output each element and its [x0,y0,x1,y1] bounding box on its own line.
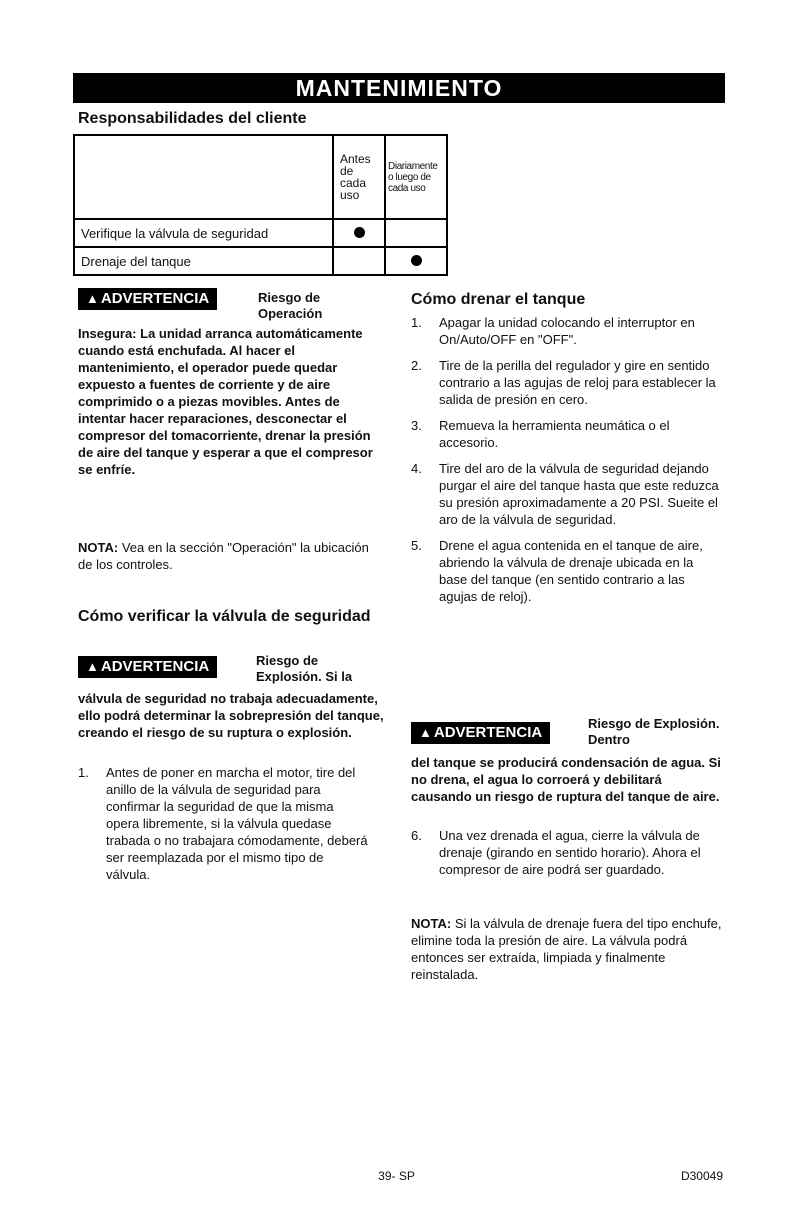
list-item [78,764,368,883]
table-header-cell [385,135,447,219]
warning-text: del tanque se producirá condensación de agua. Si no drena, el agua lo corroerá y debilitará causando un riesgo de ruptura del tanque de aire. [411,755,721,804]
note-text: Vea en la sección "Operación" la ubicación de los controles. [78,540,369,572]
warning-risk-label: Riesgo de Explosión. Dentro [588,716,720,747]
table-header-blank [74,135,333,219]
warning-badge-label: ADVERTENCIA [100,290,210,307]
warning-text: válvula de seguridad no trabaja adecuadamente, ello podrá determinar la sobrepresión del tanque, creando el riesgo de su ruptura o explosión. [78,691,384,740]
note-paragraph [78,539,378,573]
warning-badge [78,656,217,678]
step-text: Drene el agua contenida en el tanque de aire, abriendo la válvula de drenaje ubicada en la base del tanque (en sentido contrario a las agujas de reloj). [439,538,703,604]
step-text: Antes de poner en marcha el motor, tire del anillo de la válvula de seguridad para confirmar la seguridad de que la misma opera libremente, si la válvula quedase trabada o no trabajara cómodamente, deberá ser reemplazada por el mismo tipo de válvula. [106,765,368,882]
warning-risk-label: Riesgo de Explosión. Si la [256,653,353,684]
responsibilities-heading: Responsabilidades del cliente [78,110,307,127]
column-after-label: Diariamente o luego de cada uso [388,160,438,194]
warning-badge [78,288,217,310]
table-cell [385,219,447,247]
column-before-label: Antes de cada uso [340,152,371,202]
step-text: Una vez drenada el agua, cierre la válvula de drenaje (girando en sentido horario). Ahora el compresor de aire podrá ser guardado. [439,828,701,877]
step-number: 1. [411,315,422,330]
list-item [411,827,723,878]
warning-triangle-icon: ▲ [86,659,99,674]
list-item [411,460,723,528]
step-text: Apagar la unidad colocando el interruptor en On/Auto/OFF en "OFF". [439,315,695,347]
table-row [74,247,447,275]
note-paragraph [411,915,723,983]
warning-text: Insegura: La unidad arranca automáticamente cuando está enchufada. Al hacer el mantenimiento, el operador puede quedar expuesto a fuentes de corriente y de aire comprimido o a piezas movibles. Antes de intentar hacer reparaciones, desconectar el compresor del tomacorriente, drenar la presión de aire del tanque y esperar a que el compresor se enfríe. [78,326,373,477]
list-item [411,417,723,451]
table-row [74,219,447,247]
drain-steps [411,314,723,614]
document-code: D30049 [680,1169,723,1183]
drain-heading: Cómo drenar el tanque [411,291,586,308]
step-number: 6. [411,828,422,843]
warning-triangle-icon: ▲ [419,725,432,740]
verify-heading: Cómo verificar la válvula de seguridad [78,608,371,625]
note-label: NOTA: [411,916,452,931]
step-number: 5. [411,538,422,553]
table-cell [385,247,447,275]
note-text: Si la válvula de drenaje fuera del tipo enchufe, elimine toda la presión de aire. La válvula podrá entonces ser extraída, limpiada y finalmente reinstalada. [411,916,722,982]
step-number: 3. [411,418,422,433]
check-dot-icon [411,255,422,266]
page-title: MANTENIMIENTO [73,73,725,103]
drain-steps-continued [411,827,723,887]
warning-badge-label: ADVERTENCIA [100,658,210,675]
responsibilities-table [73,134,448,276]
warning-badge [411,722,550,744]
list-item [411,357,723,408]
table-row-label: Verifique la válvula de seguridad [74,219,333,247]
warning-badge-label: ADVERTENCIA [433,724,543,741]
page-number: 39- SP [378,1169,415,1183]
step-text: Remueva la herramienta neumática o el accesorio. [439,418,670,450]
step-number: 4. [411,461,422,476]
step-text: Tire del aro de la válvula de seguridad dejando purgar el aire del tanque hasta que este reduzca su presión aproximadamente a 20 PSI. Sueite el aro de la válvula de seguridad. [439,461,719,527]
table-row-label: Drenaje del tanque [74,247,333,275]
check-dot-icon [354,227,365,238]
warning-risk-label: Riesgo de Operación [258,290,323,321]
step-text: Tire de la perilla del regulador y gire en sentido contrario a las agujas de reloj para establecer la salida de presión en cero. [439,358,716,407]
verify-steps [78,764,368,892]
warning-triangle-icon: ▲ [86,291,99,306]
step-number: 2. [411,358,422,373]
list-item [411,537,723,605]
table-cell [333,219,385,247]
list-item [411,314,723,348]
table-cell [333,247,385,275]
step-number: 1. [78,765,89,780]
table-header-cell [333,135,385,219]
note-label: NOTA: [78,540,119,555]
table-header-row [74,135,447,219]
